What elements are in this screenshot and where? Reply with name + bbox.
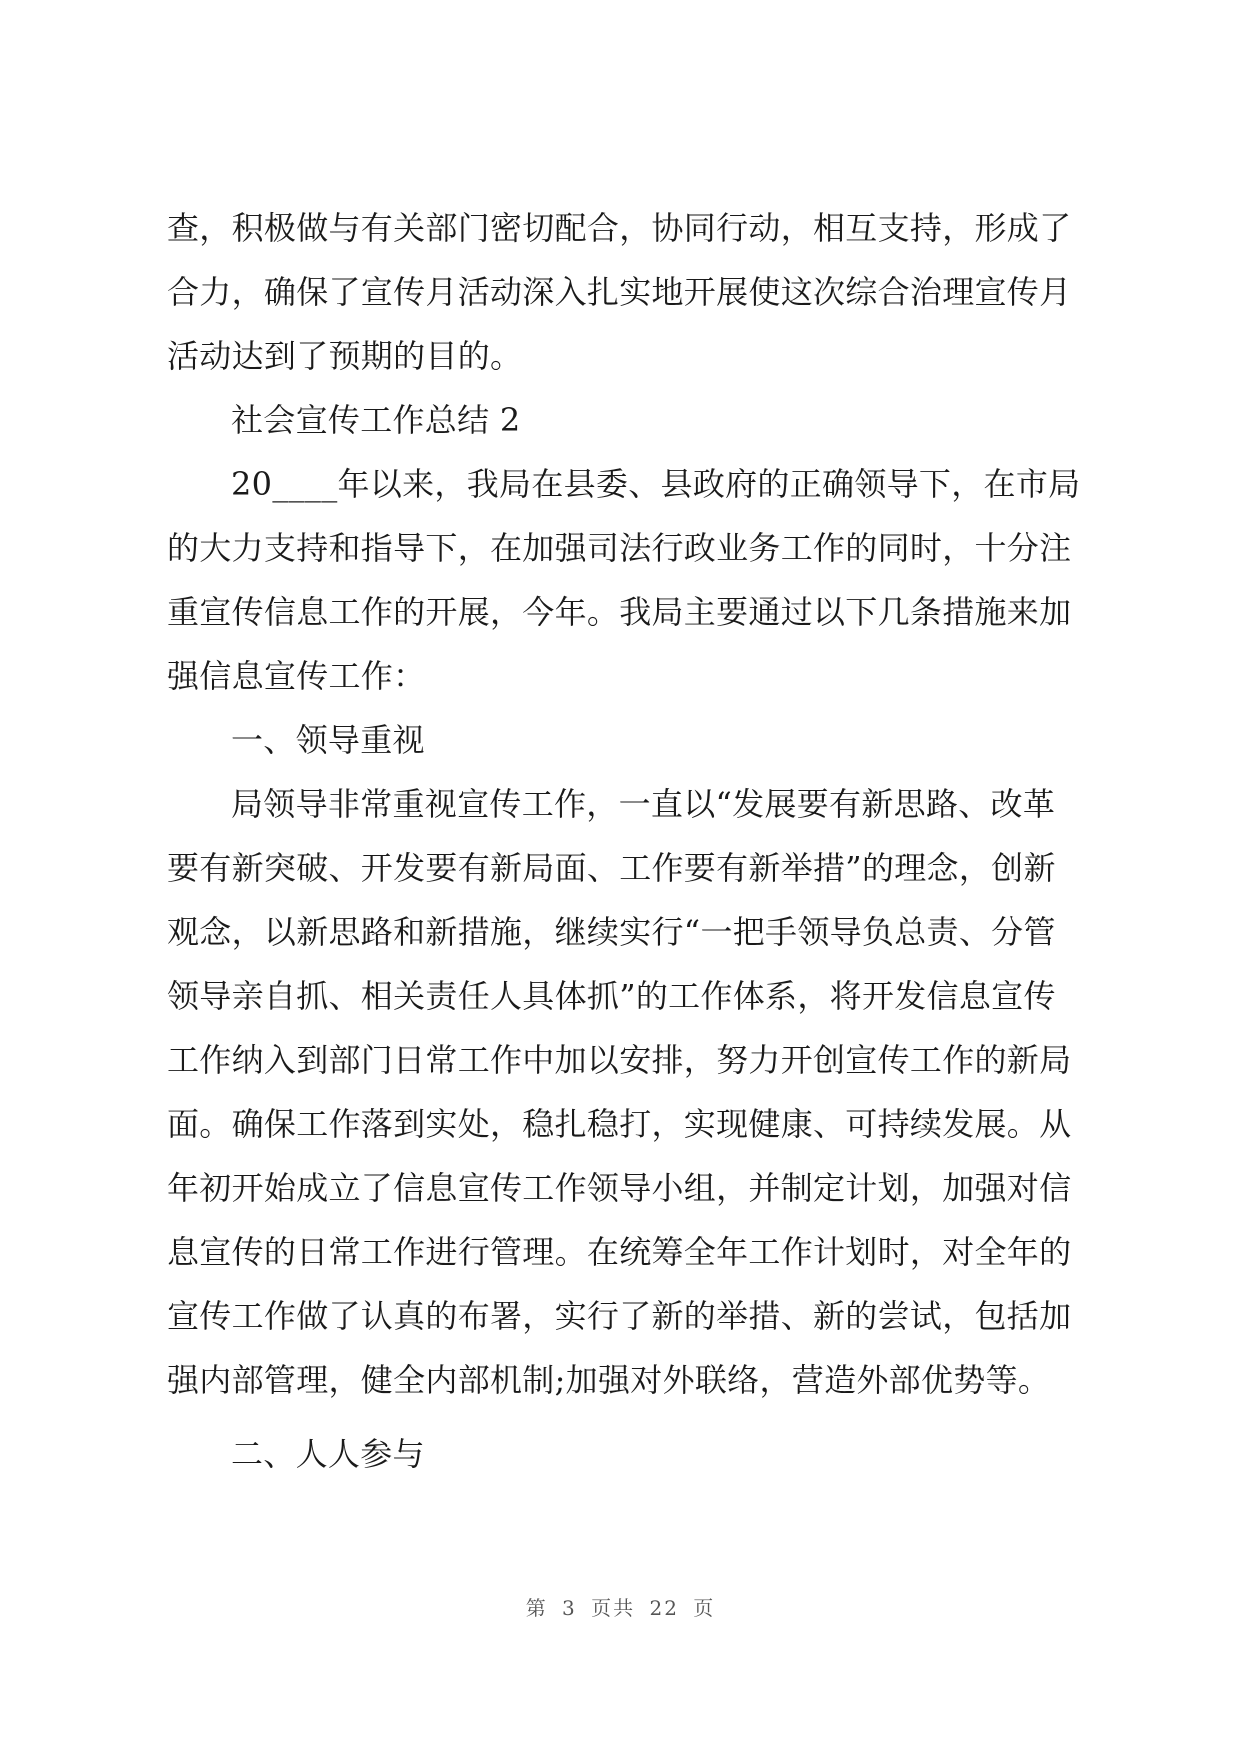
text-line-14: 工作纳入到部门日常工作中加以安排，努力开创宣传工作的新局 <box>167 1041 1072 1079</box>
text-line-3: 活动达到了预期的目的。 <box>167 337 523 375</box>
text-line-6: 的大力支持和指导下，在加强司法行政业务工作的同时，十分注 <box>167 529 1072 567</box>
text-line-19: 强内部管理，健全内部机制;加强对外联络，营造外部优势等。 <box>167 1361 1051 1399</box>
text-line-18: 宣传工作做了认真的布署，实行了新的举措、新的尝试，包括加 <box>167 1297 1072 1335</box>
text-line-11: 要有新突破、开发要有新局面、工作要有新举措”的理念，创新 <box>167 849 1056 887</box>
text-line-8: 强信息宣传工作： <box>167 657 426 695</box>
heading-leadership: 一、领导重视 <box>231 721 425 759</box>
page-indicator: 第 3 页共 22 页 <box>525 1596 716 1620</box>
text-line-15: 面。确保工作落到实处，稳扎稳打，实现健康、可持续发展。从 <box>167 1105 1072 1143</box>
text-line-16: 年初开始成立了信息宣传工作领导小组，并制定计划，加强对信 <box>167 1169 1072 1207</box>
text-line-12: 观念，以新思路和新措施，继续实行“一把手领导负总责、分管 <box>167 913 1056 951</box>
text-line-13: 领导亲自抓、相关责任人具体抓”的工作体系，将开发信息宣传 <box>167 977 1056 1015</box>
text-line-1: 查，积极做与有关部门密切配合，协同行动，相互支持，形成了 <box>167 209 1072 247</box>
text-line-2: 合力，确保了宣传月活动深入扎实地开展使这次综合治理宣传月 <box>167 273 1072 311</box>
text-line-10: 局领导非常重视宣传工作，一直以“发展要有新思路、改革 <box>231 785 1056 823</box>
text-line-7: 重宣传信息工作的开展，今年。我局主要通过以下几条措施来加 <box>167 593 1072 631</box>
text-line-17: 息宣传的日常工作进行管理。在统筹全年工作计划时，对全年的 <box>167 1233 1072 1271</box>
section-title: 社会宣传工作总结 2 <box>231 401 521 439</box>
heading-participation: 二、人人参与 <box>231 1435 425 1473</box>
text-line-5: 20____年以来，我局在县委、县政府的正确领导下，在市局 <box>231 465 1081 503</box>
